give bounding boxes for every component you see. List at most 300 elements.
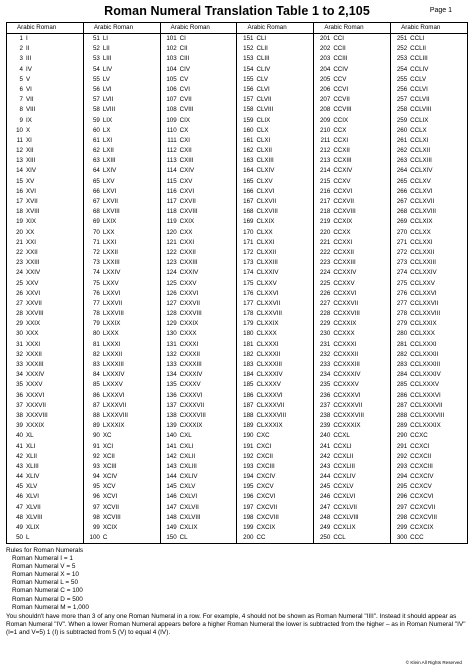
table-row xyxy=(161,217,237,227)
table-row xyxy=(314,75,390,85)
arabic-value: 158 xyxy=(243,106,254,114)
table-row xyxy=(7,421,83,431)
table-row xyxy=(84,523,160,533)
table-row xyxy=(84,166,160,176)
table-row xyxy=(391,411,467,421)
roman-value: CLXXVII xyxy=(256,299,281,307)
table-row xyxy=(161,401,237,411)
roman-value: XLIII xyxy=(26,462,39,470)
arabic-value: 197 xyxy=(243,503,254,511)
table-row xyxy=(237,126,313,136)
table-row xyxy=(161,238,237,248)
arabic-value: 97 xyxy=(92,503,100,511)
roman-value: XIX xyxy=(26,218,36,226)
arabic-value: 265 xyxy=(396,177,408,185)
table-row xyxy=(161,126,237,136)
roman-value: CXV xyxy=(179,177,193,185)
table-row xyxy=(84,146,160,156)
arabic-value: 205 xyxy=(319,75,331,83)
table-row xyxy=(161,187,237,197)
arabic-value: 275 xyxy=(396,279,408,287)
roman-value: XII xyxy=(26,147,34,155)
arabic-value: 132 xyxy=(166,350,177,358)
table-row xyxy=(314,279,390,289)
arabic-value: 84 xyxy=(92,371,100,379)
arabic-value: 123 xyxy=(166,259,177,267)
table-row xyxy=(391,238,467,248)
roman-value: CLXIV xyxy=(256,167,275,175)
arabic-value: 24 xyxy=(16,269,23,277)
roman-value: CLXXII xyxy=(256,248,277,256)
arabic-value: 207 xyxy=(319,96,331,104)
table-row xyxy=(84,268,160,278)
roman-value: CCXCIX xyxy=(410,524,434,531)
table-row xyxy=(391,207,467,217)
arabic-value: 267 xyxy=(396,198,408,205)
roman-value: LXXIII xyxy=(102,259,120,267)
roman-value: CXCVII xyxy=(256,503,278,511)
arabic-value: 33 xyxy=(16,361,23,368)
roman-value: XXVII xyxy=(26,299,42,307)
roman-value: CCLXXXVI xyxy=(410,391,441,399)
arabic-value: 224 xyxy=(319,269,331,277)
roman-value: CXLIX xyxy=(179,524,198,531)
roman-value: CXXIX xyxy=(179,320,199,328)
table-row xyxy=(161,452,237,462)
arabic-value: 200 xyxy=(243,534,254,542)
table-row xyxy=(84,370,160,380)
roman-value: XCIV xyxy=(102,473,118,481)
arabic-value: 235 xyxy=(319,381,331,389)
roman-value: CLXXXII xyxy=(256,350,281,358)
arabic-value: 212 xyxy=(319,147,331,155)
roman-value: CXXII xyxy=(179,248,196,256)
table-row xyxy=(7,360,83,370)
table-row xyxy=(161,411,237,421)
table-row xyxy=(237,207,313,217)
roman-value: CLXI xyxy=(256,136,271,144)
arabic-value: 201 xyxy=(319,35,331,42)
table-row xyxy=(237,228,313,238)
table-row xyxy=(391,360,467,370)
table-row xyxy=(314,166,390,176)
arabic-value: 195 xyxy=(243,483,254,491)
roman-value: CCLXI xyxy=(410,136,429,144)
roman-value: XXII xyxy=(26,248,38,256)
roman-value: CXXXVII xyxy=(179,401,205,409)
roman-value: XXXII xyxy=(26,350,42,358)
table-row xyxy=(7,34,83,44)
arabic-value: 165 xyxy=(243,177,254,185)
arabic-value: 166 xyxy=(243,187,254,195)
arabic-value: 37 xyxy=(16,401,23,409)
table-column xyxy=(160,34,237,544)
table-row xyxy=(7,248,83,258)
roman-value: CLXII xyxy=(256,147,272,155)
roman-value: X xyxy=(26,126,31,134)
table-row xyxy=(161,248,237,258)
arabic-value: 57 xyxy=(92,96,100,104)
arabic-value: 253 xyxy=(396,55,408,63)
table-row xyxy=(161,299,237,309)
roman-value: CCXLVIII xyxy=(333,513,359,521)
table-row xyxy=(7,187,83,197)
arabic-value: 211 xyxy=(320,136,331,144)
arabic-value: 248 xyxy=(319,513,331,521)
arabic-value: 53 xyxy=(92,55,100,63)
arabic-value: 162 xyxy=(243,147,254,155)
table-row xyxy=(391,228,467,238)
table-row xyxy=(314,54,390,64)
arabic-value: 3 xyxy=(19,55,23,63)
table-row xyxy=(391,482,467,492)
arabic-value: 107 xyxy=(166,96,177,104)
table-row xyxy=(237,299,313,309)
arabic-value: 196 xyxy=(243,493,254,501)
table-row xyxy=(314,248,390,258)
table-row xyxy=(391,533,467,543)
roman-value: CLVII xyxy=(256,96,272,104)
table-row xyxy=(161,105,237,115)
arabic-value: 254 xyxy=(396,65,408,73)
arabic-value: 300 xyxy=(396,534,408,542)
arabic-value: 135 xyxy=(166,381,177,389)
roman-value: CXC xyxy=(256,432,270,440)
table-row xyxy=(314,319,390,329)
column-header: Arabic Roman xyxy=(83,23,160,34)
roman-value: CCL xyxy=(333,534,346,542)
arabic-value: 47 xyxy=(16,503,23,511)
roman-value: XVIII xyxy=(26,208,40,216)
table-row xyxy=(7,462,83,472)
arabic-value: 289 xyxy=(396,422,408,430)
roman-value: CCLXX xyxy=(410,228,431,236)
table-row xyxy=(7,299,83,309)
table-row xyxy=(7,85,83,95)
roman-value: XCVI xyxy=(102,493,118,501)
roman-value: CLIII xyxy=(256,55,270,63)
table-row xyxy=(237,177,313,187)
table-row xyxy=(391,472,467,482)
table-row xyxy=(314,350,390,360)
table-row xyxy=(391,75,467,85)
table-row xyxy=(84,411,160,421)
arabic-value: 152 xyxy=(243,45,254,53)
table-row xyxy=(391,513,467,523)
table-header-row xyxy=(7,23,468,34)
roman-value: XCIX xyxy=(102,524,118,531)
roman-value: CLXXV xyxy=(256,279,277,287)
table-row xyxy=(161,319,237,329)
arabic-value: 290 xyxy=(396,432,408,440)
arabic-value: 129 xyxy=(166,320,177,328)
arabic-value: 62 xyxy=(92,147,100,155)
table-row xyxy=(237,411,313,421)
arabic-value: 146 xyxy=(166,493,177,501)
roman-value: LXIX xyxy=(102,218,117,226)
arabic-value: 243 xyxy=(319,462,331,470)
roman-value: CCLXII xyxy=(410,147,431,155)
table-row xyxy=(161,340,237,350)
roman-value: CCLXVI xyxy=(410,187,433,195)
roman-value: CLXXXV xyxy=(256,381,281,389)
table-row xyxy=(391,217,467,227)
table-row xyxy=(7,177,83,187)
table-row xyxy=(391,156,467,166)
table-row xyxy=(7,268,83,278)
table-row xyxy=(161,95,237,105)
table-row xyxy=(237,187,313,197)
roman-value: CCXIX xyxy=(333,218,353,226)
roman-value: LXII xyxy=(102,147,114,155)
rule-item: Roman Numeral M = 1,000 xyxy=(12,603,89,611)
arabic-value: 55 xyxy=(92,75,100,83)
table-row xyxy=(237,482,313,492)
table-row xyxy=(7,411,83,421)
roman-value: CCLI xyxy=(410,35,425,42)
arabic-value: 231 xyxy=(319,340,331,348)
roman-value: CXIII xyxy=(179,157,194,165)
table-row xyxy=(314,340,390,350)
arabic-value: 64 xyxy=(92,167,100,175)
table-row xyxy=(391,452,467,462)
roman-value: CLXIII xyxy=(256,157,274,165)
arabic-value: 191 xyxy=(243,442,254,450)
arabic-value: 115 xyxy=(166,177,177,185)
roman-value: CLXXXVI xyxy=(256,391,283,399)
table-row xyxy=(237,380,313,390)
table-row xyxy=(84,350,160,360)
roman-value: CXXIII xyxy=(179,259,198,267)
roman-value: CLIV xyxy=(256,65,271,73)
roman-value: CCLXIV xyxy=(410,167,433,175)
arabic-value: 63 xyxy=(92,157,100,165)
table-row xyxy=(84,177,160,187)
roman-value: CCLXXX xyxy=(410,330,435,338)
arabic-value: 260 xyxy=(396,126,408,134)
arabic-value: 221 xyxy=(319,238,331,246)
table-row xyxy=(391,442,467,452)
table-row xyxy=(7,166,83,176)
rule-item: Roman Numeral V = 5 xyxy=(12,563,76,571)
roman-value: CCXXXIX xyxy=(333,422,361,430)
table-row xyxy=(314,442,390,452)
roman-value: CLXIX xyxy=(256,218,275,226)
roman-value: CCLXXXIX xyxy=(410,422,441,430)
translation-table xyxy=(6,22,468,544)
table-row xyxy=(84,513,160,523)
arabic-value: 170 xyxy=(243,228,254,236)
roman-value: XLVIII xyxy=(26,513,43,521)
table-row xyxy=(161,391,237,401)
arabic-value: 141 xyxy=(166,442,177,450)
arabic-value: 138 xyxy=(166,411,177,419)
table-row xyxy=(391,401,467,411)
arabic-value: 126 xyxy=(166,289,177,297)
table-row xyxy=(237,472,313,482)
arabic-value: 110 xyxy=(166,126,177,134)
rule-item: Roman Numeral C = 100 xyxy=(12,587,83,595)
table-row xyxy=(161,258,237,268)
arabic-value: 119 xyxy=(166,218,177,226)
arabic-value: 230 xyxy=(319,330,331,338)
table-row xyxy=(237,289,313,299)
table-column xyxy=(391,34,468,544)
roman-value: CXXXV xyxy=(179,381,201,389)
roman-value: CCLXXVII xyxy=(410,299,439,307)
arabic-value: 101 xyxy=(166,35,177,42)
table-column xyxy=(7,34,84,544)
table-row xyxy=(7,523,83,533)
table-row xyxy=(237,248,313,258)
roman-value: CLXVIII xyxy=(256,208,278,216)
table-row xyxy=(84,431,160,441)
table-row xyxy=(7,309,83,319)
table-row xyxy=(237,391,313,401)
arabic-value: 143 xyxy=(166,462,177,470)
roman-value: LIV xyxy=(102,65,113,73)
table-row xyxy=(237,442,313,452)
roman-value: CLXXVI xyxy=(256,289,279,297)
arabic-value: 23 xyxy=(16,259,23,267)
arabic-value: 270 xyxy=(396,228,408,236)
table-row xyxy=(7,156,83,166)
roman-value: LXVIII xyxy=(102,208,120,216)
roman-value: CCLXIII xyxy=(410,157,432,165)
roman-value: CLXXXVIII xyxy=(256,411,287,419)
table-row xyxy=(84,116,160,126)
table-row xyxy=(161,380,237,390)
table-row xyxy=(84,452,160,462)
table-row xyxy=(391,431,467,441)
roman-value: LXXVII xyxy=(102,299,123,307)
roman-value: XXXIX xyxy=(26,422,45,430)
table-row xyxy=(391,65,467,75)
roman-value: XIII xyxy=(26,157,36,165)
table-row xyxy=(7,452,83,462)
table-row xyxy=(391,421,467,431)
arabic-value: 190 xyxy=(243,432,254,440)
arabic-value: 6 xyxy=(19,85,23,93)
arabic-value: 189 xyxy=(243,422,254,430)
roman-value: CCLXIX xyxy=(410,218,433,226)
table-row xyxy=(161,289,237,299)
roman-value: V xyxy=(26,75,31,83)
table-row xyxy=(84,34,160,44)
table-row xyxy=(314,533,390,543)
rules-heading: Rules for Roman Numerals xyxy=(6,547,84,554)
table-row xyxy=(161,421,237,431)
arabic-value: 113 xyxy=(166,157,177,165)
arabic-value: 227 xyxy=(319,299,331,307)
arabic-value: 86 xyxy=(92,391,100,399)
roman-value: XXXVII xyxy=(26,401,46,409)
arabic-value: 108 xyxy=(166,106,177,114)
copyright-notice: © Klein All Rights Reserved xyxy=(405,660,462,665)
table-row xyxy=(7,217,83,227)
roman-value: LXX xyxy=(102,228,115,236)
arabic-value: 210 xyxy=(319,126,331,134)
arabic-value: 192 xyxy=(243,452,254,460)
arabic-value: 187 xyxy=(243,401,254,409)
arabic-value: 43 xyxy=(16,462,23,470)
roman-value: LVIII xyxy=(102,106,116,114)
roman-value: CCXLIII xyxy=(333,462,355,470)
roman-value: CCXVI xyxy=(333,187,353,195)
table-row xyxy=(7,482,83,492)
arabic-value: 70 xyxy=(92,228,100,236)
table-row xyxy=(237,533,313,543)
table-row xyxy=(7,350,83,360)
arabic-value: 78 xyxy=(92,310,100,318)
arabic-value: 185 xyxy=(243,381,254,389)
arabic-value: 273 xyxy=(396,259,408,267)
table-row xyxy=(161,116,237,126)
arabic-value: 79 xyxy=(92,320,100,328)
roman-value: CCXXXVI xyxy=(333,391,361,399)
column-header: Arabic Roman xyxy=(391,23,468,34)
arabic-value: 122 xyxy=(166,248,177,256)
roman-value: XXV xyxy=(26,279,39,287)
roman-value: XIV xyxy=(26,167,36,175)
arabic-value: 239 xyxy=(319,422,331,430)
roman-value: XCV xyxy=(102,483,116,491)
table-row xyxy=(314,34,390,44)
roman-value: LXVI xyxy=(102,187,117,195)
arabic-value: 105 xyxy=(166,75,177,83)
arabic-value: 30 xyxy=(16,330,23,338)
roman-value: XCIII xyxy=(102,462,117,470)
roman-value: XLV xyxy=(26,483,38,491)
table-row xyxy=(161,279,237,289)
roman-value: XXIX xyxy=(26,320,41,328)
table-row xyxy=(7,329,83,339)
roman-value: CXL xyxy=(179,432,192,440)
table-row xyxy=(7,492,83,502)
table-row xyxy=(7,401,83,411)
roman-value: CL xyxy=(179,534,188,542)
arabic-value: 294 xyxy=(396,473,408,481)
table-row xyxy=(314,289,390,299)
arabic-value: 19 xyxy=(16,218,23,226)
table-row xyxy=(237,523,313,533)
roman-value: CLXXXIV xyxy=(256,371,283,379)
table-row xyxy=(84,238,160,248)
table-row xyxy=(84,442,160,452)
table-row xyxy=(314,197,390,207)
arabic-value: 232 xyxy=(319,350,331,358)
rule-list xyxy=(6,555,468,612)
roman-value: XLI xyxy=(26,442,36,450)
table-row xyxy=(237,421,313,431)
arabic-value: 208 xyxy=(319,106,331,114)
arabic-value: 199 xyxy=(243,524,254,531)
arabic-value: 251 xyxy=(396,35,408,42)
arabic-value: 271 xyxy=(396,238,408,246)
table-row xyxy=(161,370,237,380)
roman-value: CCXCVI xyxy=(410,493,434,501)
arabic-value: 104 xyxy=(166,65,177,73)
arabic-value: 18 xyxy=(16,208,23,216)
table-row xyxy=(84,105,160,115)
table-row xyxy=(161,136,237,146)
roman-value: CXLV xyxy=(179,483,196,491)
roman-value: CCLXXXIV xyxy=(410,371,441,379)
roman-value: CLI xyxy=(256,35,267,42)
arabic-value: 203 xyxy=(319,55,331,63)
table-row xyxy=(84,54,160,64)
roman-value: CXLI xyxy=(179,442,194,450)
